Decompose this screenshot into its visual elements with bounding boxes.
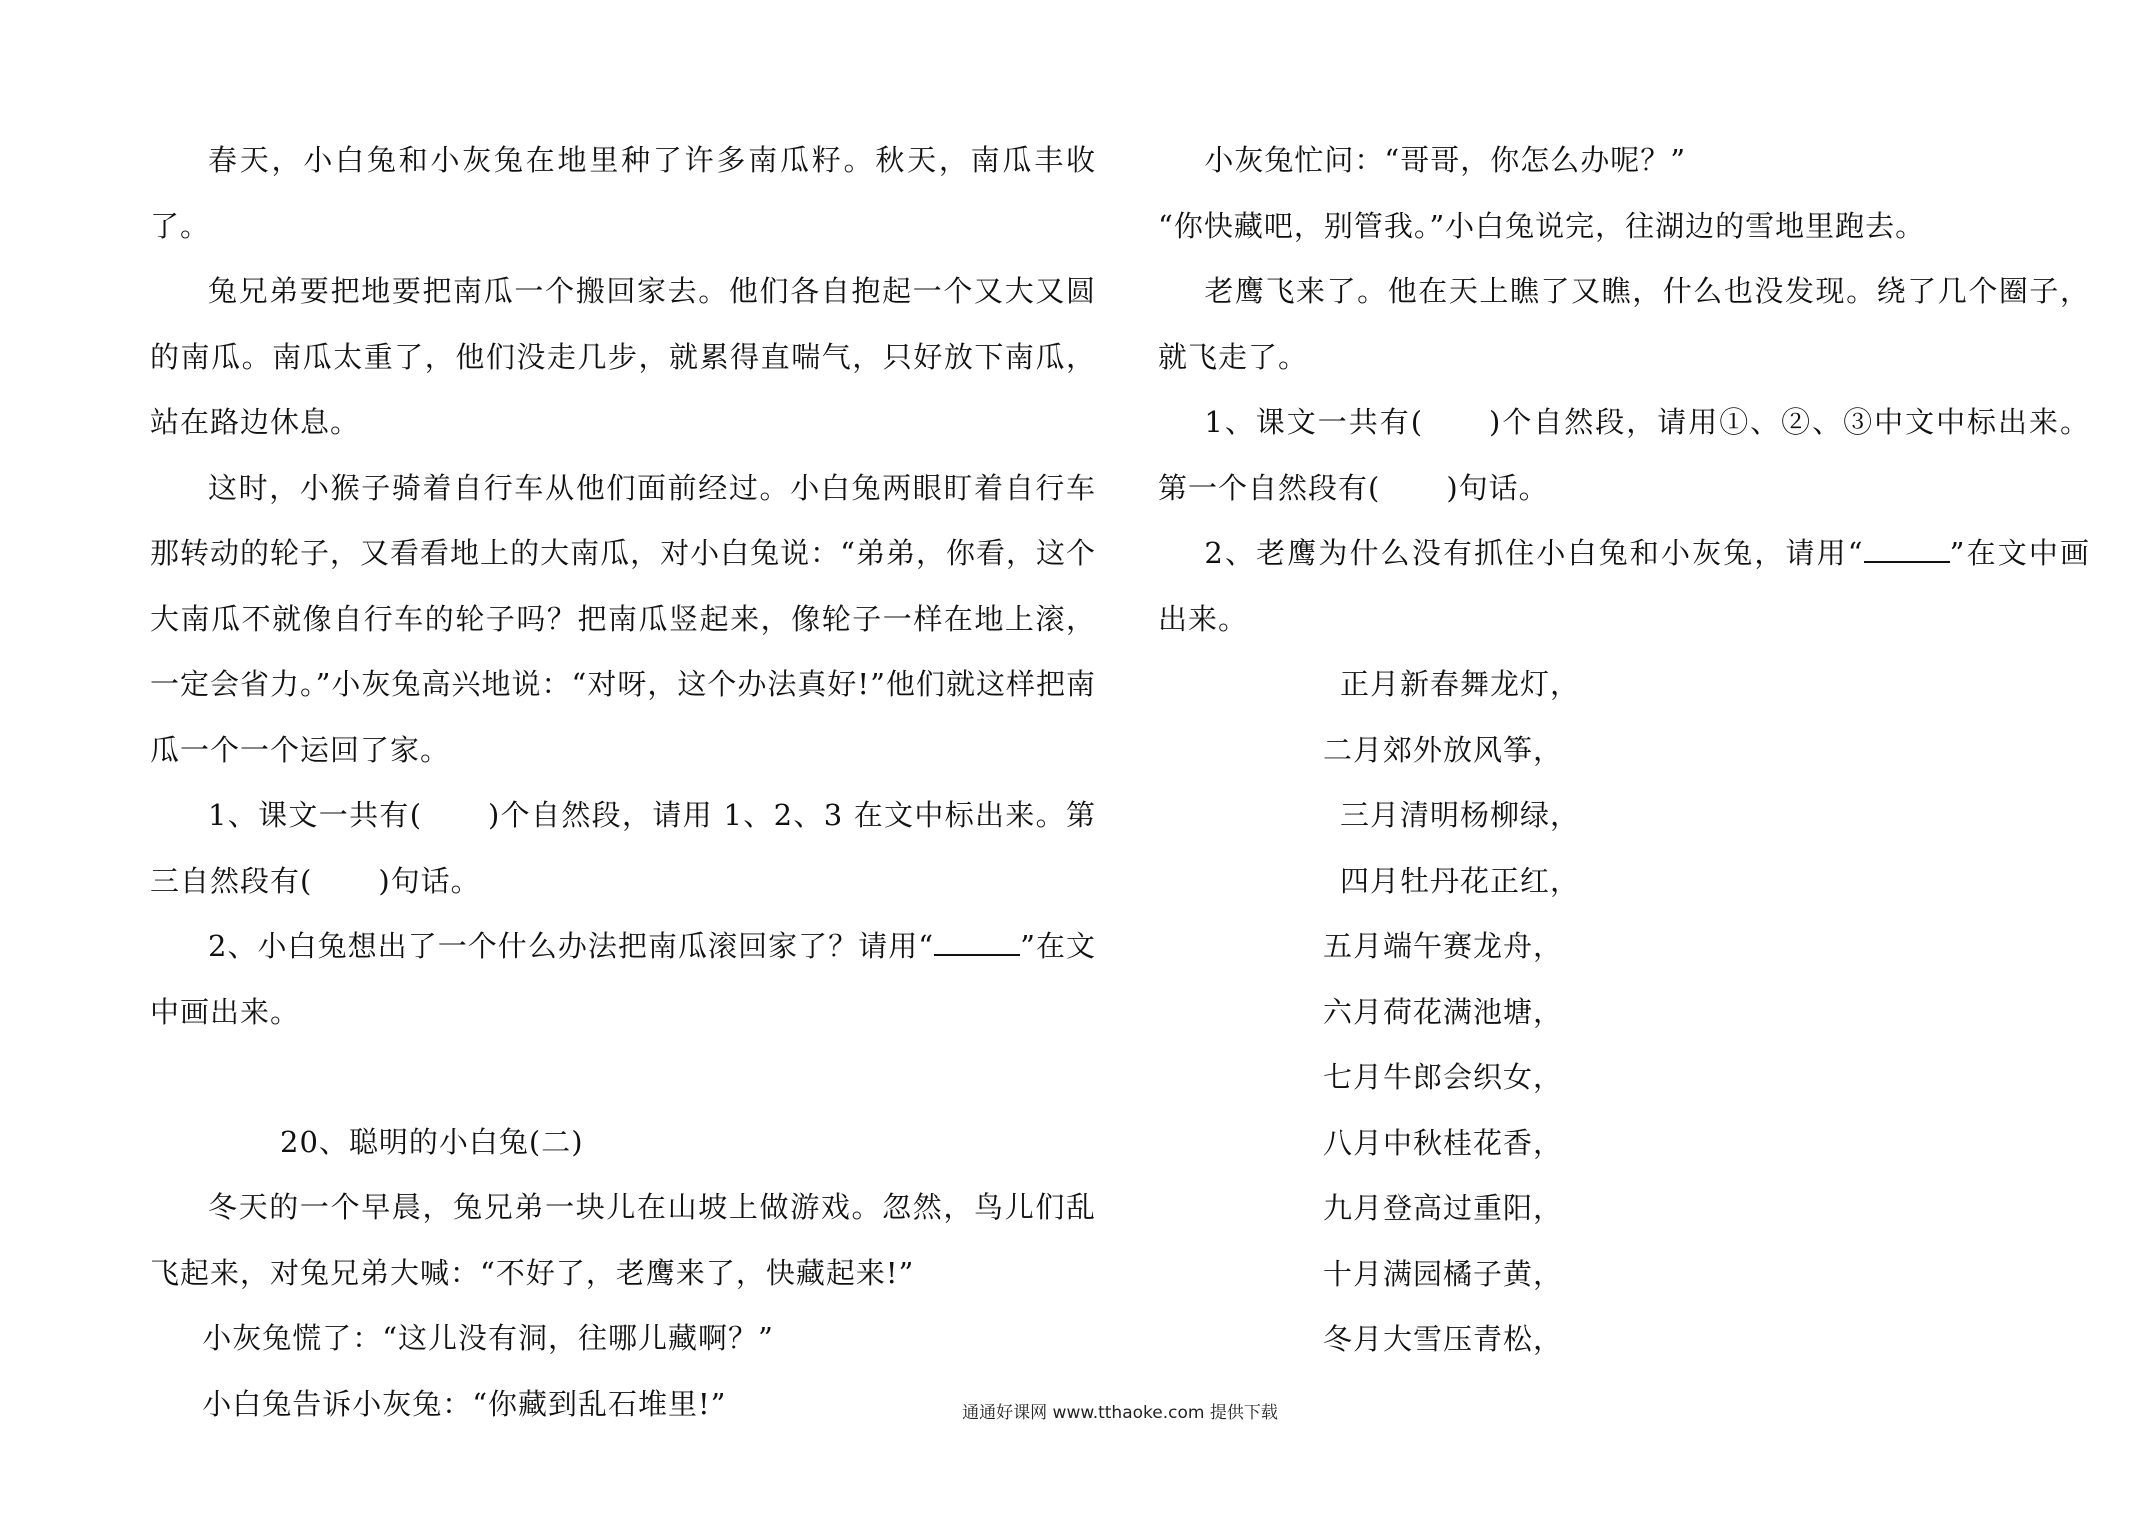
question-text: )个自然段，请用①、②、③中文中标出来。第一个自然段有( xyxy=(1158,405,2090,505)
poem-line: 正月新春舞龙灯， xyxy=(1340,667,1581,701)
right-column xyxy=(1158,128,2090,1373)
question-text: 2、老鹰为什么没有抓住小白兔和小灰兔，请用“ xyxy=(1204,536,1864,570)
question-2 xyxy=(150,914,1096,1045)
poem-line: 七月牛郎会织女， xyxy=(1323,1060,1564,1094)
question-1 xyxy=(150,783,1096,914)
poem-line: 十月满园橘子黄， xyxy=(1323,1256,1564,1291)
poem-line: 五月端午赛龙舟， xyxy=(1323,929,1564,963)
poem-line: 九月登高过重阳， xyxy=(1323,1191,1564,1225)
paragraph: 冬天的一个早晨，兔兄弟一块儿在山坡上做游戏。忽然，鸟儿们乱飞起来，对兔兄弟大喊：“不好了，老鹰来了，快藏起来!” xyxy=(150,1190,1096,1290)
question-text: )句话。 xyxy=(378,863,481,898)
underline-mark xyxy=(934,931,1020,956)
question-text: )句话。 xyxy=(1446,470,1549,505)
question-text: ”在文中画出来。 xyxy=(150,929,1097,1029)
paragraph: “你快藏吧，别管我。”小白兔说完，往湖边的雪地里跑去。 xyxy=(1158,208,1926,243)
paragraph: 小白兔告诉小灰兔：“你藏到乱石堆里!” xyxy=(202,1386,727,1421)
question-text: )个自然段，请用 1、2、3 在文中标出来。第三自然段有( xyxy=(150,798,1096,898)
section-title: 20、聪明的小白兔(二) xyxy=(280,1125,584,1159)
question-text: 1、课文一共有( xyxy=(1204,405,1424,439)
poem xyxy=(1158,652,2090,1373)
poem-line: 六月荷花满池塘， xyxy=(1323,994,1564,1029)
question-text: 2、小白兔想出了一个什么办法把南瓜滚回家了？请用“ xyxy=(208,929,935,963)
page-footer: 通通好课网 www.tthaoke.com 提供下载 xyxy=(962,1403,1278,1423)
paragraph: 春天，小白兔和小灰兔在地里种了许多南瓜籽。秋天，南瓜丰收了。 xyxy=(150,143,1096,243)
paragraph: 小灰兔慌了：“这儿没有洞，往哪儿藏啊？” xyxy=(202,1321,774,1355)
poem-line: 二月郊外放风筝， xyxy=(1323,732,1564,767)
question-text: 1、课文一共有( xyxy=(208,798,423,832)
poem-line: 八月中秋桂花香， xyxy=(1323,1125,1564,1160)
paragraph: 小灰兔忙问：“哥哥，你怎么办呢？” xyxy=(1204,143,1687,177)
left-column xyxy=(150,128,1096,1437)
paragraph: 兔兄弟要把地要把南瓜一个搬回家去。他们各自抱起一个又大又圆的南瓜。南瓜太重了，他们没走几步，就累得直喘气，只好放下南瓜，站在路边休息。 xyxy=(150,274,1096,439)
question-text: ”在文中画出来。 xyxy=(1158,536,2090,636)
question-2 xyxy=(1158,521,2090,652)
poem-line: 三月清明杨柳绿， xyxy=(1340,798,1581,832)
question-1 xyxy=(1158,390,2090,521)
paragraph: 这时，小猴子骑着自行车从他们面前经过。小白兔两眼盯着自行车那转动的轮子，又看看地上的大南瓜，对小白兔说：“弟弟，你看，这个大南瓜不就像自行车的轮子吗？把南瓜竖起来，像轮子一样在地上滚，一定会省力。”小灰兔高兴地说：“对呀，这个办法真好!”他们就这样把南瓜一个一个运回了家。 xyxy=(150,470,1096,767)
poem-line: 四月牡丹花正红， xyxy=(1340,863,1581,898)
poem-line: 冬月大雪压青松， xyxy=(1323,1322,1564,1356)
spacer xyxy=(150,1045,1096,1110)
paragraph: 老鹰飞来了。他在天上瞧了又瞧，什么也没发现。绕了几个圈子，就飞走了。 xyxy=(1158,274,2090,374)
underline-mark xyxy=(1864,538,1950,563)
